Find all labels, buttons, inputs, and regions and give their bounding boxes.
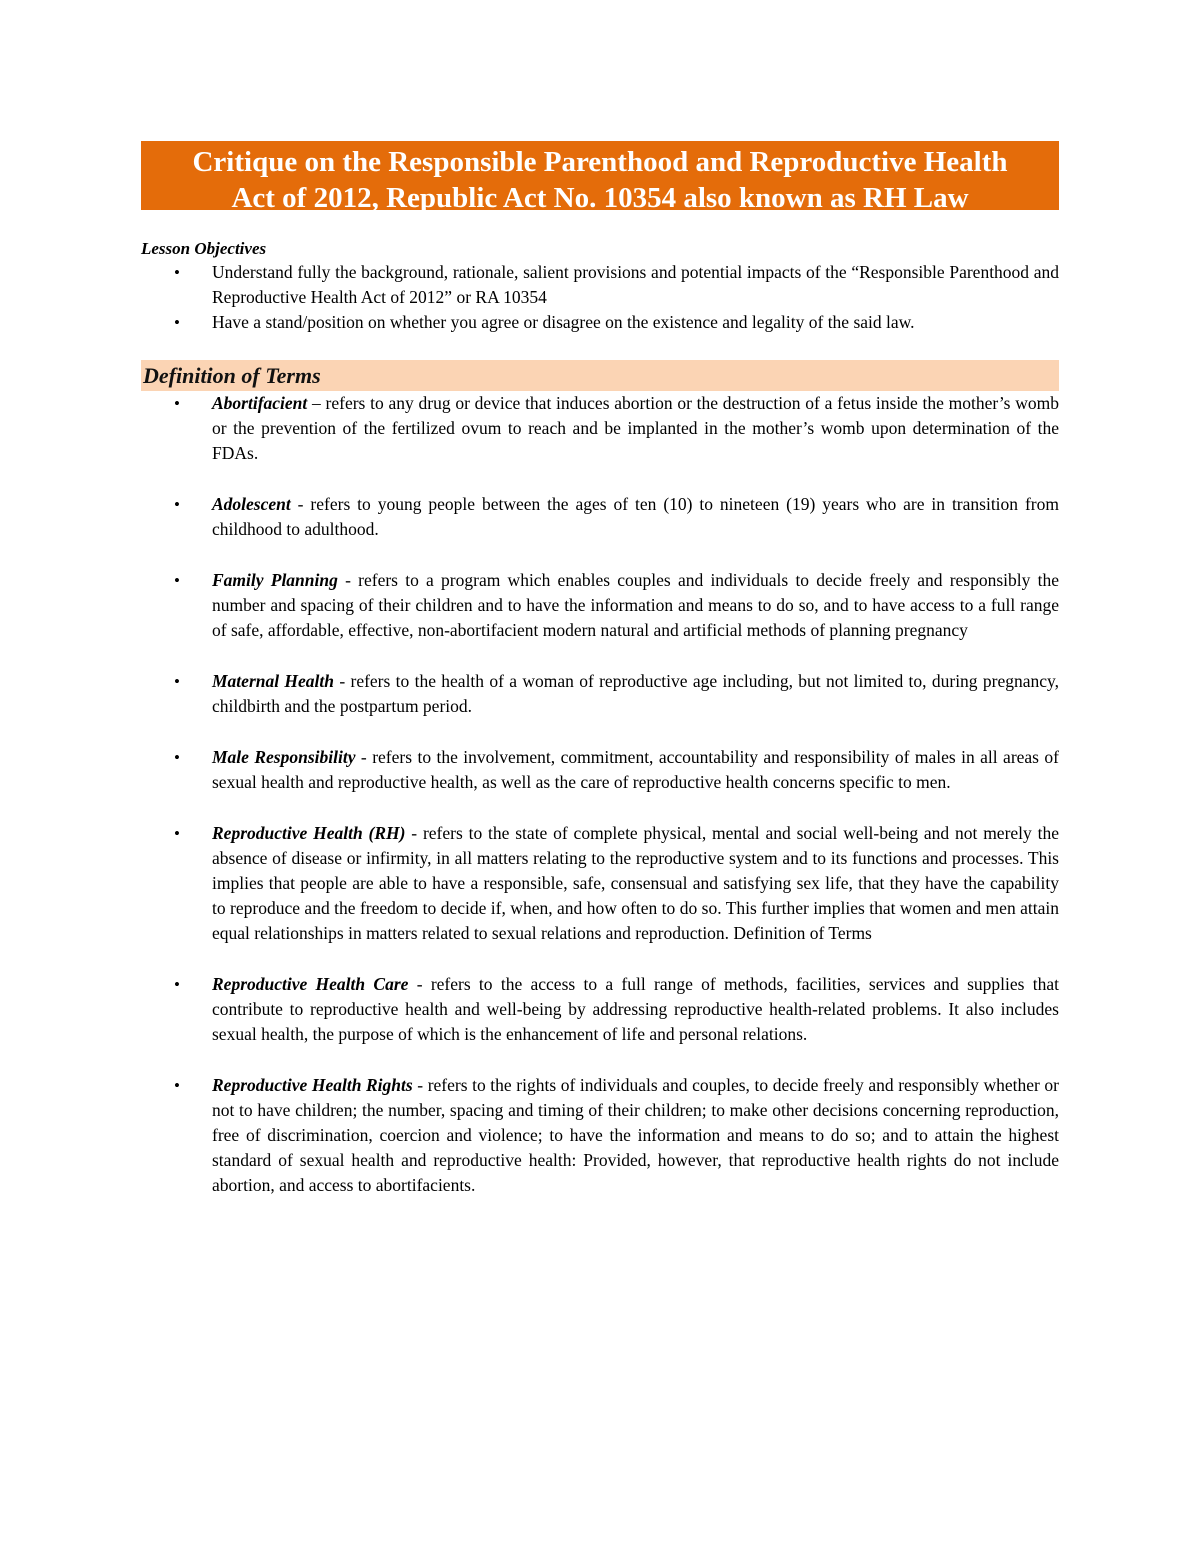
definition-of-terms-header: Definition of Terms (141, 360, 1059, 391)
definition-item (141, 568, 1059, 643)
definition-term: Adolescent (212, 494, 291, 514)
definition-item (141, 972, 1059, 1047)
definition-item (141, 391, 1059, 466)
bullet-icon: • (174, 672, 180, 691)
definition-text: - refers to the access to a full range of methods, facilities, services and supplies that contribute to reproductive health and well-being by addressing reproductive health-related problems. It also includes sexual health, the purpose of which is the enhancement of life and personal relations. (212, 974, 1059, 1044)
bullet-icon: • (174, 313, 180, 332)
definition-text: - refers to the rights of individuals and couples, to decide freely and responsibly whether or not to have children; the number, spacing and timing of their children; to make other decisions concerning reproduction, free of discrimination, coercion and violence; to have the information and means to do so; and to attain the highest standard of sexual health and reproductive health: Provided, however, that reproductive health rights do not include abortion, and access to abortifacients. (212, 1075, 1059, 1195)
lesson-objectives-label: Lesson Objectives (141, 239, 267, 258)
title-line-1: Critique on the Responsible Parenthood and Reproductive Health (192, 146, 1008, 178)
bullet-icon: • (174, 394, 180, 413)
definitions-list (141, 391, 1059, 1198)
objective-item (141, 260, 1059, 310)
definition-term: Maternal Health (212, 671, 335, 691)
definition-item (141, 821, 1059, 946)
definition-term: Reproductive Health Rights (212, 1075, 413, 1095)
definition-term: Family Planning (212, 570, 338, 590)
bullet-icon: • (174, 824, 180, 843)
bullet-icon: • (174, 748, 180, 767)
document-title (141, 141, 1059, 214)
bullet-icon: • (174, 1076, 180, 1095)
definition-text: - refers to young people between the ages of ten (10) to nineteen (19) years who are in transition from childhood to adulthood. (212, 494, 1059, 539)
definition-text: - refers to a program which enables couples and individuals to decide freely and responsibly the number and spacing of their children and to have the information and means to do so, and to have access to a full range of safe, affordable, effective, non-abortifacient modern natural and artificial methods of planning pregnancy (212, 570, 1059, 640)
bullet-icon: • (174, 571, 180, 590)
title-line-2: Act of 2012, Republic Act No. 10354 also known as RH Law (231, 182, 969, 214)
document-page (141, 141, 1059, 1224)
bullet-icon: • (174, 263, 180, 282)
definition-text: - refers to the state of complete physical, mental and social well-being and not merely the absence of disease or infirmity, in all matters relating to the reproductive system and to its functions and processes. This implies that people are able to have a responsible, safe, consensual and satisfying sex life, that they have the capability to reproduce and the freedom to decide if, when, and how often to do so. This further implies that women and men attain equal relationships in matters related to sexual relations and reproduction. Definition of Terms (212, 823, 1059, 943)
definition-item (141, 1073, 1059, 1198)
definition-term: Male Responsibility (212, 747, 356, 767)
objective-text: Have a stand/position on whether you agree or disagree on the existence and legality of the said law. (212, 312, 915, 332)
definition-item (141, 492, 1059, 542)
definition-term: Reproductive Health (RH) (212, 823, 406, 843)
definition-text: - refers to the health of a woman of reproductive age including, but not limited to, during pregnancy, childbirth and the postpartum period. (212, 671, 1059, 716)
definition-text: – refers to any drug or device that induces abortion or the destruction of a fetus inside the mother’s womb or the prevention of the fertilized ovum to reach and be implanted in the mother’s womb upon determination of the FDAs. (212, 393, 1059, 463)
bullet-icon: • (174, 495, 180, 514)
definition-text: - refers to the involvement, commitment, accountability and responsibility of males in all areas of sexual health and reproductive health, as well as the care of reproductive health concerns specific to men. (212, 747, 1060, 792)
objective-item (141, 310, 1059, 335)
bullet-icon: • (174, 975, 180, 994)
definition-item (141, 745, 1059, 795)
definition-term: Abortifacient (212, 393, 308, 413)
definition-term: Reproductive Health Care (212, 974, 409, 994)
objectives-list (141, 260, 1059, 335)
objective-text: Understand fully the background, rationale, salient provisions and potential impacts of the “Responsible Parenthood and Reproductive Health Act of 2012” or RA 10354 (212, 262, 1059, 307)
definition-item (141, 669, 1059, 719)
